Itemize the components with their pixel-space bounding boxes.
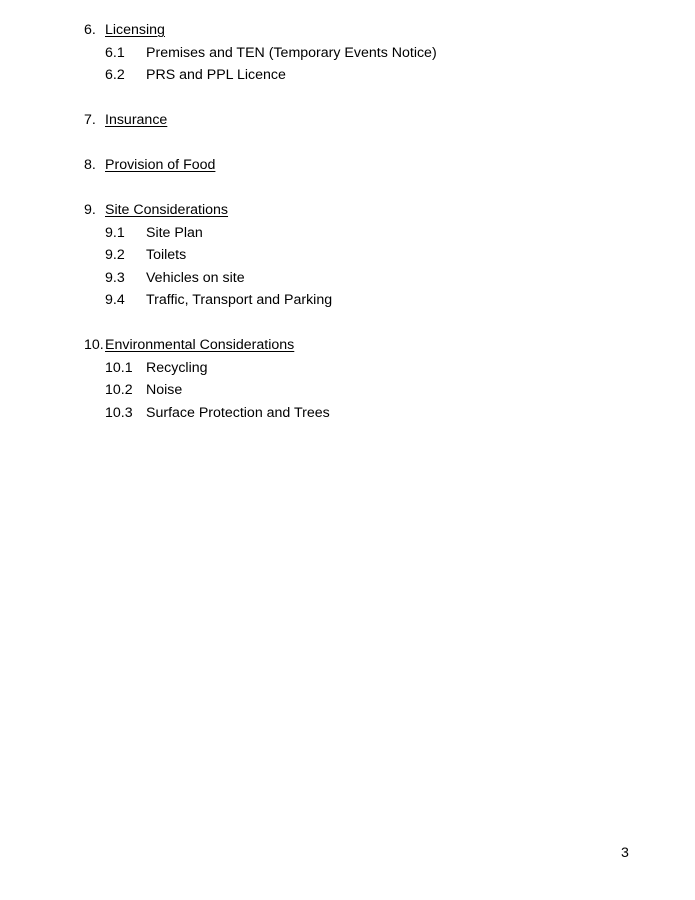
item-number: 10.1 [105,359,133,376]
toc-section-site-considerations [0,199,695,312]
item-title: PRS and PPL Licence [146,67,286,83]
toc-item [0,64,695,87]
toc-item [0,379,695,402]
section-number: 6. [84,22,96,38]
toc-item [0,244,695,267]
toc-item [0,289,695,312]
section-title: Licensing [105,22,165,38]
section-heading [0,109,695,132]
item-title: Premises and TEN (Temporary Events Notice) [146,44,437,61]
toc-section-licensing [0,19,695,87]
section-heading [0,199,695,222]
toc-item [0,402,695,425]
item-number: 6.1 [105,44,125,61]
item-title: Site Plan [146,224,203,241]
section-heading [0,334,695,357]
section-title: Provision of Food [105,157,216,173]
section-heading [0,154,695,177]
section-title: Insurance [105,112,168,128]
item-number: 9.4 [105,292,125,308]
item-number: 10.3 [105,404,133,421]
section-number: 7. [84,112,96,128]
toc-item [0,222,695,245]
page-number: 3 [621,845,629,861]
item-title: Toilets [146,247,187,263]
item-title: Vehicles on site [146,269,245,286]
item-number: 10.2 [105,382,133,398]
section-title: Environmental Considerations [105,337,295,353]
item-title: Traffic, Transport and Parking [146,292,333,308]
item-number: 9.3 [105,269,125,286]
section-title: Site Considerations [105,202,229,218]
section-number: 9. [84,202,96,218]
item-title: Noise [146,382,183,398]
item-title: Surface Protection and Trees [146,404,330,421]
toc-item [0,267,695,290]
section-number: 10. [84,337,104,353]
toc-section-insurance [0,109,695,132]
item-number: 6.2 [105,67,125,83]
toc-item [0,42,695,65]
toc-section-environmental-considerations [0,334,695,424]
toc-item [0,357,695,380]
table-of-contents [0,19,695,447]
item-number: 9.2 [105,247,125,263]
section-number: 8. [84,157,96,173]
item-number: 9.1 [105,224,125,241]
item-title: Recycling [146,359,208,376]
section-heading [0,19,695,42]
toc-section-provision-of-food [0,154,695,177]
